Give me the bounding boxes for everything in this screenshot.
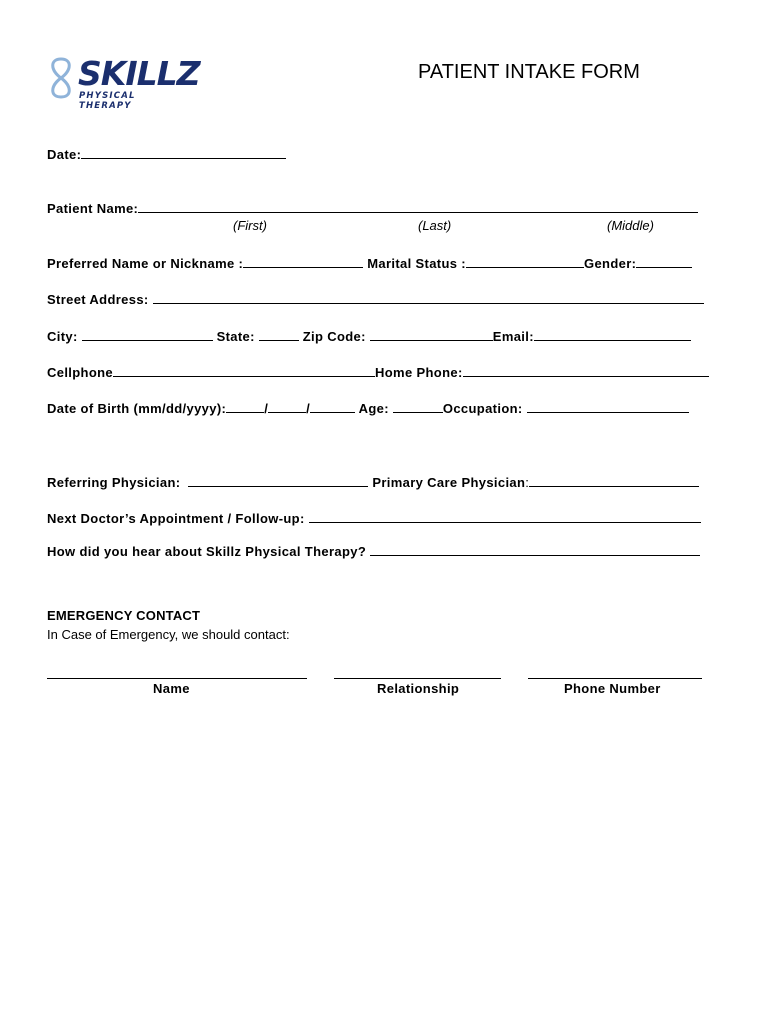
- patient-name-row: [47, 200, 698, 216]
- emergency-heading: EMERGENCY CONTACT: [47, 608, 201, 623]
- cellphone-label: Cellphone: [47, 365, 113, 380]
- date-field[interactable]: [81, 146, 286, 159]
- dob-label: Date of Birth (mm/dd/yyyy):: [47, 401, 227, 416]
- referring-physician-field[interactable]: [188, 474, 368, 487]
- city-row: [47, 328, 691, 344]
- logo-tagline: PHYSICAL THERAPY: [79, 91, 136, 111]
- dob-slash-1: /: [264, 401, 269, 416]
- street-address-label: Street Address:: [47, 292, 149, 307]
- home-phone-field[interactable]: [463, 364, 709, 377]
- logo-brand-text: SKILLZ: [78, 54, 200, 93]
- age-label: Age:: [358, 401, 389, 416]
- state-field[interactable]: [259, 328, 299, 341]
- infinity-figure-eight-icon: [46, 56, 76, 100]
- marital-status-field[interactable]: [466, 255, 584, 268]
- name-middle-caption: (Middle): [607, 218, 654, 233]
- emergency-instruction: In Case of Emergency, we should contact:: [47, 627, 290, 642]
- pcp-colon: :: [525, 475, 530, 490]
- age-field[interactable]: [393, 400, 443, 413]
- page-title: PATIENT INTAKE FORM: [418, 61, 640, 83]
- city-label: City:: [47, 329, 78, 344]
- emergency-relationship-field[interactable]: [334, 666, 501, 679]
- name-first-caption: (First): [233, 218, 267, 233]
- patient-name-label: Patient Name:: [47, 201, 139, 216]
- emergency-phone-caption: Phone Number: [564, 681, 661, 696]
- date-row: [47, 146, 286, 162]
- referral-source-field[interactable]: [370, 543, 700, 556]
- dob-day-field[interactable]: [268, 400, 306, 413]
- emergency-relationship-caption: Relationship: [377, 681, 460, 696]
- gender-label: Gender:: [583, 256, 637, 271]
- zip-code-label: Zip Code:: [302, 329, 366, 344]
- emergency-phone-field[interactable]: [528, 666, 702, 679]
- preferred-name-label: Preferred Name or Nickname :: [47, 256, 244, 271]
- street-address-row: [47, 291, 704, 307]
- home-phone-label: Home Phone:: [375, 365, 463, 380]
- next-appointment-label: Next Doctor’s Appointment / Follow-up:: [47, 511, 305, 526]
- referring-physician-label: Referring Physician:: [47, 475, 181, 490]
- preferred-name-row: [47, 255, 692, 271]
- email-field[interactable]: [534, 328, 691, 341]
- occupation-label: Occupation:: [442, 401, 523, 416]
- dob-row: [47, 400, 689, 416]
- referral-source-label: How did you hear about Skillz Physical Therapy?: [47, 544, 367, 559]
- occupation-field[interactable]: [527, 400, 689, 413]
- phone-row: [47, 364, 709, 380]
- dob-slash-2: /: [306, 401, 311, 416]
- dob-month-field[interactable]: [226, 400, 264, 413]
- city-field[interactable]: [82, 328, 213, 341]
- zip-code-field[interactable]: [370, 328, 493, 341]
- next-appointment-field[interactable]: [309, 510, 701, 523]
- physician-row: [47, 474, 699, 490]
- email-label: Email:: [492, 329, 534, 344]
- dob-year-field[interactable]: [310, 400, 355, 413]
- primary-care-physician-label: Primary Care Physician: [372, 475, 526, 490]
- marital-status-label: Marital Status :: [367, 256, 466, 271]
- next-appointment-row: [47, 510, 701, 526]
- referral-source-row: [47, 543, 700, 559]
- primary-care-physician-field[interactable]: [529, 474, 699, 487]
- state-label: State:: [216, 329, 255, 344]
- emergency-name-field[interactable]: [47, 666, 307, 679]
- date-label: Date:: [47, 147, 82, 162]
- street-address-field[interactable]: [153, 291, 704, 304]
- emergency-name-caption: Name: [153, 681, 190, 696]
- gender-field[interactable]: [636, 255, 692, 268]
- patient-name-field[interactable]: [138, 200, 698, 213]
- preferred-name-field[interactable]: [243, 255, 363, 268]
- name-last-caption: (Last): [418, 218, 452, 233]
- cellphone-field[interactable]: [113, 364, 375, 377]
